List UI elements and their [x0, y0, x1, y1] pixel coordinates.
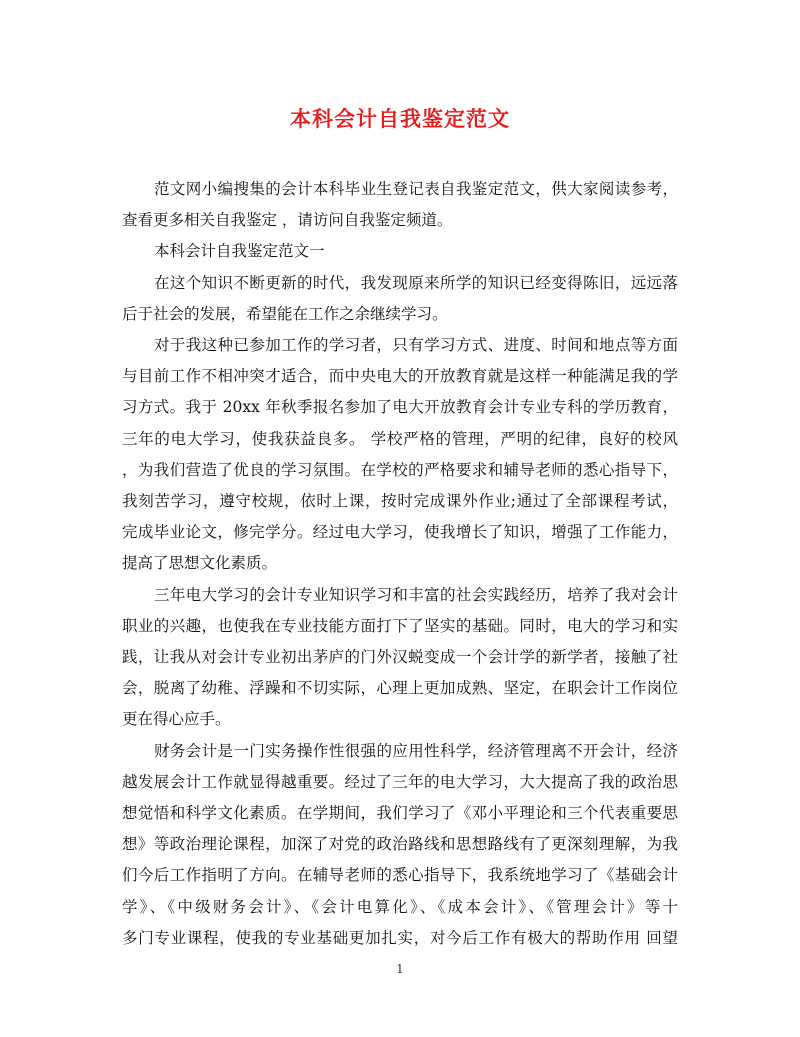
paragraph: [122, 268, 678, 330]
text-line: 提高了思想文化素质。: [122, 554, 278, 573]
text-line: 学》、《中级财务会计》、《会计电算化》、《成本会计》、《管理会计》等十: [122, 897, 678, 916]
document-body: [122, 174, 678, 954]
text-line: 与目前工作不相冲突才适合，而中央电大的开放教育就是这样一种能满足我的学: [122, 367, 678, 386]
text-line: 践，让我从对会计专业初出茅庐的门外汉蜕变成一个会计学的新学者，接触了社: [122, 648, 678, 667]
text-line: 本科会计自我鉴定范文一: [154, 242, 325, 261]
page-number: 1: [396, 962, 404, 976]
paragraph: [122, 580, 678, 736]
text-line: 后于社会的发展，希望能在工作之余继续学习。: [122, 304, 448, 323]
text-line: 想》等政治理论课程，加深了对党的政治路线和思想路线有了更深刻理解，为我: [122, 835, 678, 854]
paragraph: [122, 174, 678, 236]
paragraph: [122, 236, 678, 267]
text-line: 越发展会计工作就显得越重要。经过了三年的电大学习，大大提高了我的政治思: [122, 772, 678, 791]
text-line: 们今后工作指明了方向。在辅导老师的悉心指导下，我系统地学习了《基础会计: [122, 866, 678, 885]
text-line: 职业的兴趣，也使我在专业技能方面打下了坚实的基础。同时，电大的学习和实: [122, 616, 678, 635]
text-line: 在这个知识不断更新的时代，我发现原来所学的知识已经变得陈旧，远远落: [154, 273, 678, 292]
text-line: 会，脱离了幼稚、浮躁和不切实际，心理上更加成熟、坚定，在职会计工作岗位: [122, 679, 678, 698]
paragraph: [122, 330, 678, 580]
text-line: 三年的电大学习，使我获益良多。 学校严格的管理，严明的纪律，良好的校风: [122, 429, 678, 448]
text-line: 更在得心应手。: [122, 710, 231, 729]
text-line: 想觉悟和科学文化素质。在学期间，我们学习了《邓小平理论和三个代表重要思: [122, 804, 678, 823]
text-line: 三年电大学习的会计专业知识学习和丰富的社会实践经历，培养了我对会计: [154, 585, 678, 604]
text-line: 我刻苦学习，遵守校规，依时上课，按时完成课外作业;通过了全部课程考试，: [122, 492, 678, 511]
text-line: 完成毕业论文，修完学分。经过电大学习，使我增长了知识，增强了工作能力，: [122, 523, 678, 542]
text-line: 习方式。我于 20xx 年秋季报名参加了电大开放教育会计专业专科的学历教育，: [122, 398, 678, 417]
text-line: 查看更多相关自我鉴定 ，请访问自我鉴定频道。: [122, 211, 453, 230]
text-line: 财务会计是一门实务操作性很强的应用性科学，经济管理离不开会计，经济: [154, 741, 678, 760]
text-line: ，为我们营造了优良的学习氛围。在学校的严格要求和辅导老师的悉心指导下，: [122, 460, 678, 479]
text-line: 多门专业课程，使我的专业基础更加扎实，对今后工作有极大的帮助作用 回望: [122, 928, 678, 947]
text-line: 对于我这种已参加工作的学习者，只有学习方式、进度、时间和地点等方面: [154, 336, 678, 355]
paragraph: [122, 736, 678, 954]
page-title: 本科会计自我鉴定范文: [290, 106, 510, 131]
text-line: 范文网小编搜集的会计本科毕业生登记表自我鉴定范文，供大家阅读参考，: [154, 180, 678, 198]
